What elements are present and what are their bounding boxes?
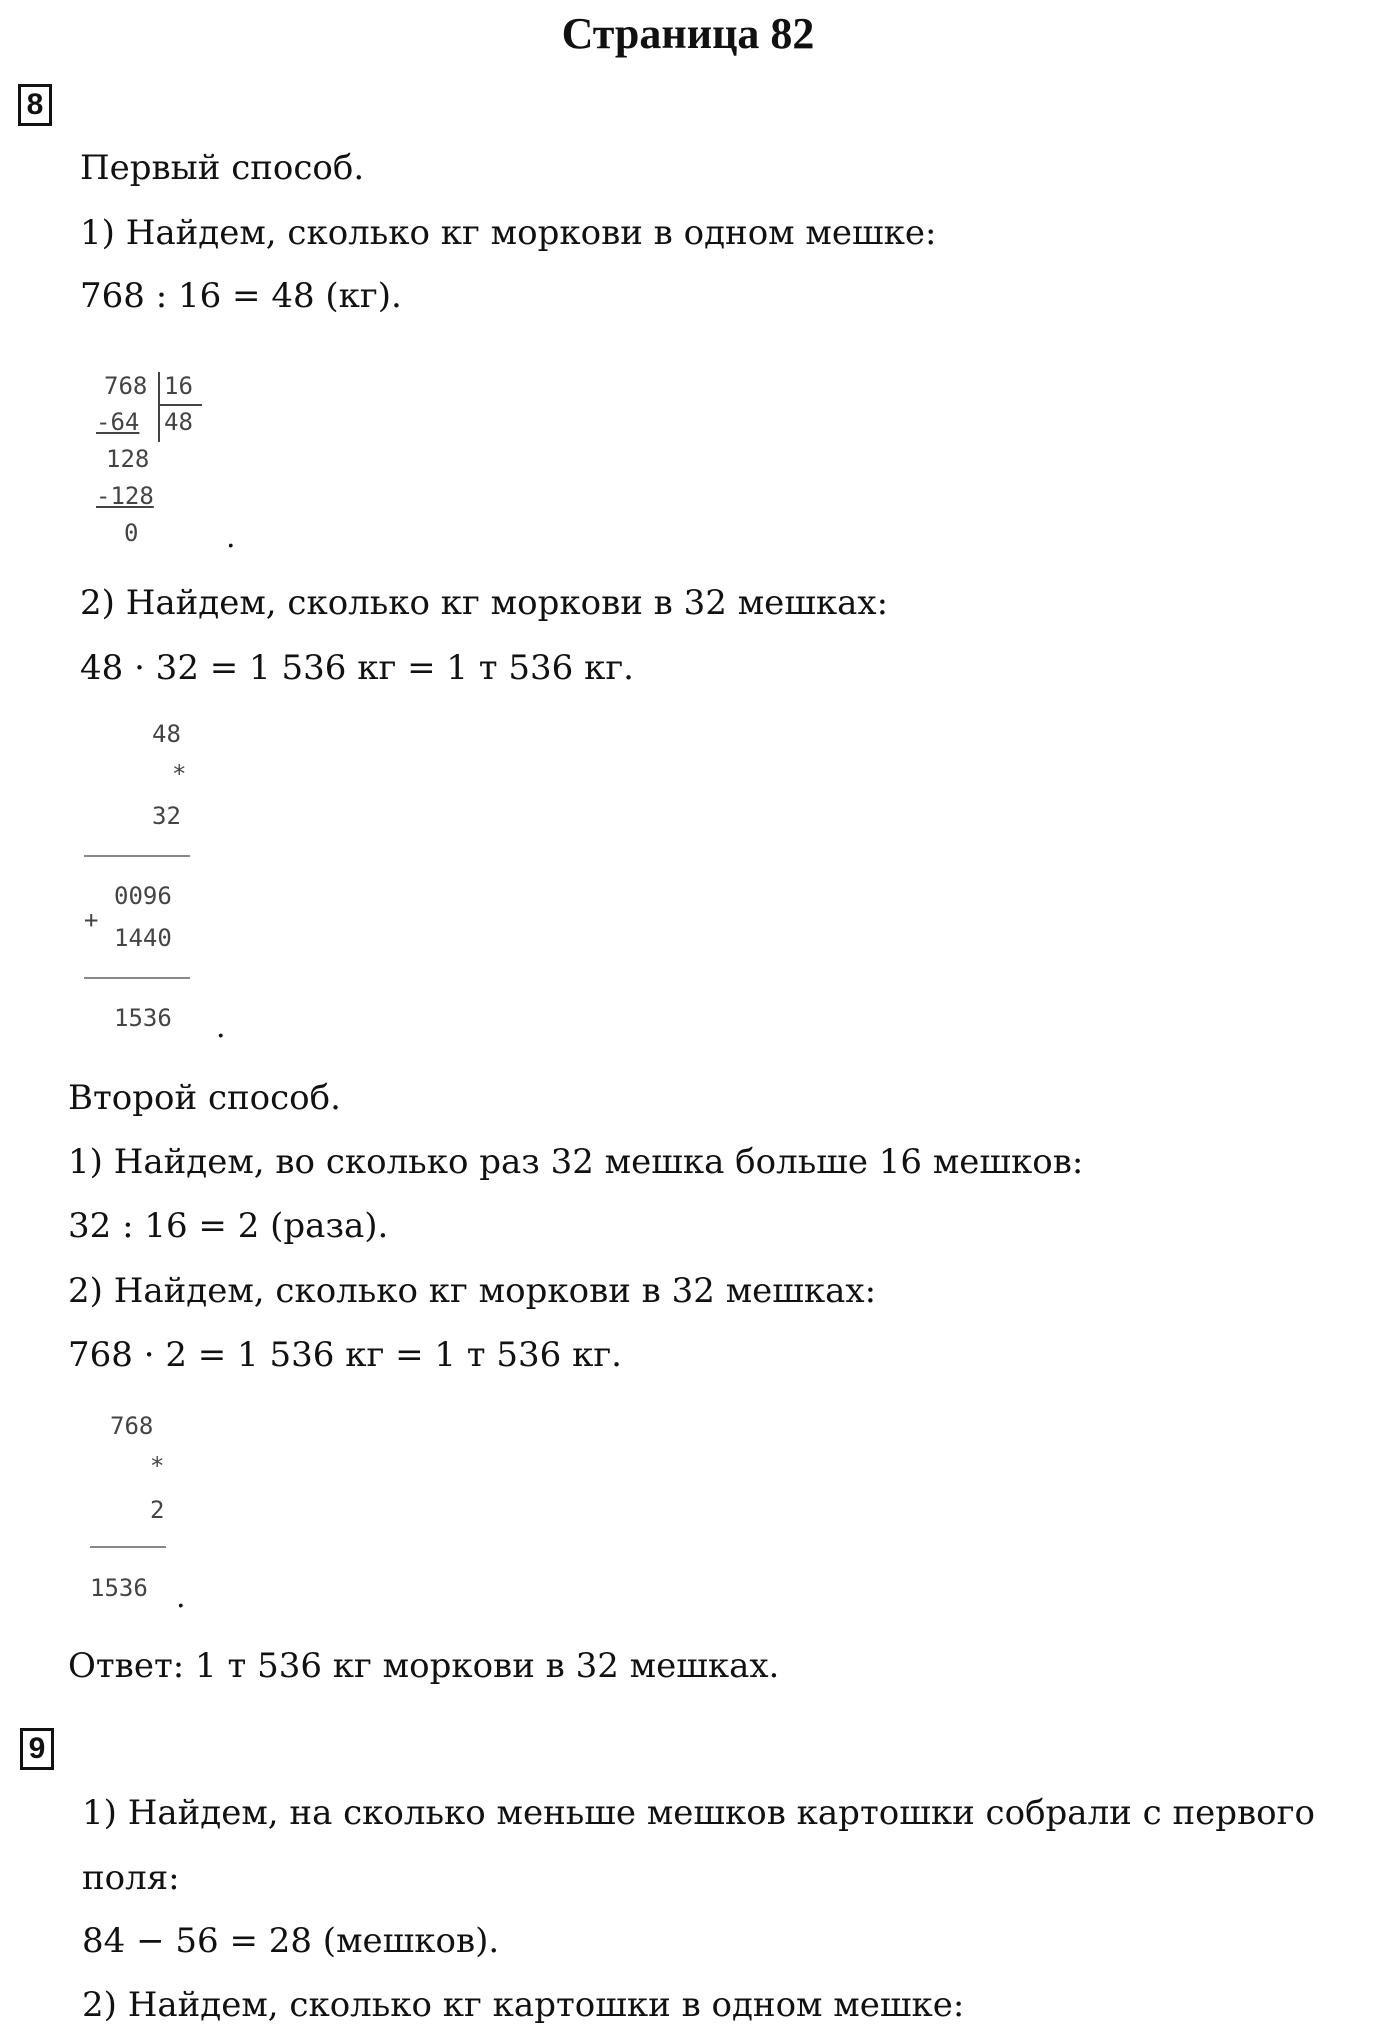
mult1-line-1: [84, 855, 190, 857]
method-1-heading: Первый способ.: [80, 148, 365, 188]
equation-2: 48 · 32 = 1 536 кг = 1 т 536 кг.: [80, 648, 634, 688]
task9-step-1-line-1: 1) Найдем, на сколько меньше мешков картошки собрали с первого: [82, 1793, 1315, 1833]
division-period: .: [226, 520, 236, 555]
mult1-line-2: [84, 977, 190, 979]
method-2-heading: Второй способ.: [68, 1078, 341, 1118]
division-remainder-2: 0: [124, 519, 139, 547]
mult2-line: [90, 1546, 166, 1548]
mult1-factor-a: 48: [152, 720, 181, 748]
mult1-partial-1: 0096: [114, 882, 172, 910]
division-quotient: 48: [164, 408, 193, 436]
mult1-operator: *: [172, 760, 187, 788]
mult1-partial-2: 1440: [114, 924, 172, 952]
equation-1: 768 : 16 = 48 (кг).: [80, 276, 402, 316]
division-vertical-line: [158, 372, 160, 442]
mult1-factor-b: 32: [152, 802, 181, 830]
equation-4: 768 · 2 = 1 536 кг = 1 т 536 кг.: [68, 1335, 622, 1375]
division-subtract-2: -128: [96, 482, 154, 510]
division-divisor: 16: [164, 372, 193, 400]
step-3-text: 1) Найдем, во сколько раз 32 мешка больше 16 мешков:: [68, 1142, 1084, 1182]
division-subtract-1: -64: [96, 408, 140, 436]
equation-3: 32 : 16 = 2 (раза).: [68, 1206, 389, 1246]
answer-text: Ответ: 1 т 536 кг моркови в 32 мешках.: [68, 1646, 780, 1686]
division-remainder-1: 128: [106, 445, 150, 473]
mult1-period: .: [216, 1010, 226, 1045]
task9-equation-1: 84 − 56 = 28 (мешков).: [82, 1921, 500, 1961]
task-number-8: 8: [18, 84, 52, 126]
step-2-text: 2) Найдем, сколько кг моркови в 32 мешках:: [80, 583, 889, 623]
task-number-9: 9: [20, 1728, 54, 1770]
step-1-text: 1) Найдем, сколько кг моркови в одном мешке:: [80, 213, 937, 253]
step-4-text: 2) Найдем, сколько кг моркови в 32 мешках:: [68, 1271, 877, 1311]
mult2-factor-b: 2: [150, 1496, 165, 1524]
mult2-operator: *: [150, 1452, 165, 1480]
division-dividend: 768: [104, 372, 148, 400]
mult2-result: 1536: [90, 1574, 148, 1602]
mult2-factor-a: 768: [110, 1412, 154, 1440]
page-title: Страница 82: [561, 9, 815, 58]
mult1-plus: +: [84, 906, 99, 934]
mult1-result: 1536: [114, 1004, 172, 1032]
mult2-period: .: [176, 1580, 186, 1615]
division-quotient-line: [158, 404, 202, 406]
task9-step-1-line-2: поля:: [82, 1858, 180, 1898]
task9-step-2-text: 2) Найдем, сколько кг картошки в одном мешке:: [82, 1985, 965, 2025]
